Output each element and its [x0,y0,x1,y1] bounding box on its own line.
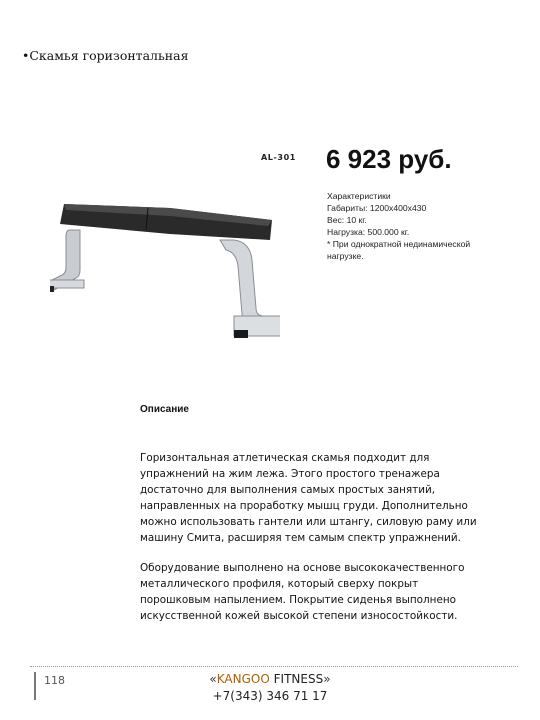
brand-fitness: FITNESS [273,672,324,686]
product-price: 6 923 руб. [326,144,452,174]
specs-block [327,190,507,262]
description-paragraph-1: Горизонтальная атлетическая скамья подходит для упражнений на жим лежа. Этого простого тренажера достаточно для выполнения самых простых занятий, направленных на проработку мышц груди. Дополнительно можно использовать гантели или штангу, силовую раму или машину Смита, расширяя тем самым спектр упражнений. [140,452,477,544]
page-number: 118 [44,674,65,687]
spec-dimensions: Габариты: 1200х400х430 [327,203,427,213]
footer-divider [30,666,518,667]
product-model: AL-301 [261,153,296,162]
footer-marker [34,672,36,700]
footer-brand [170,672,370,703]
spec-note: * При однократной нединамической нагрузке. [327,239,471,261]
description-heading: Описание [140,404,189,415]
flat-bench-icon [50,190,280,350]
brand-quote-open: « [209,672,217,686]
specs-heading: Характеристики [327,191,391,201]
footer-phone: +7(343) 346 71 17 [212,689,328,703]
spec-weight: Вес: 10 кг. [327,215,367,225]
brand-kangoo: KANGOO [216,672,270,686]
description-paragraph-2: Оборудование выполнено на основе высококачественного металлического профиля, который сверху покрыт порошковым напылением. Покрытие сиденья выполнено искусственной кожей высокой степени износостойкости. [140,562,465,622]
brand-name [170,672,370,686]
spec-load: Нагрузка: 500.000 кг. [327,227,410,237]
brand-quote-close: » [323,672,331,686]
page-title: •Скамья горизонтальная [22,48,189,63]
